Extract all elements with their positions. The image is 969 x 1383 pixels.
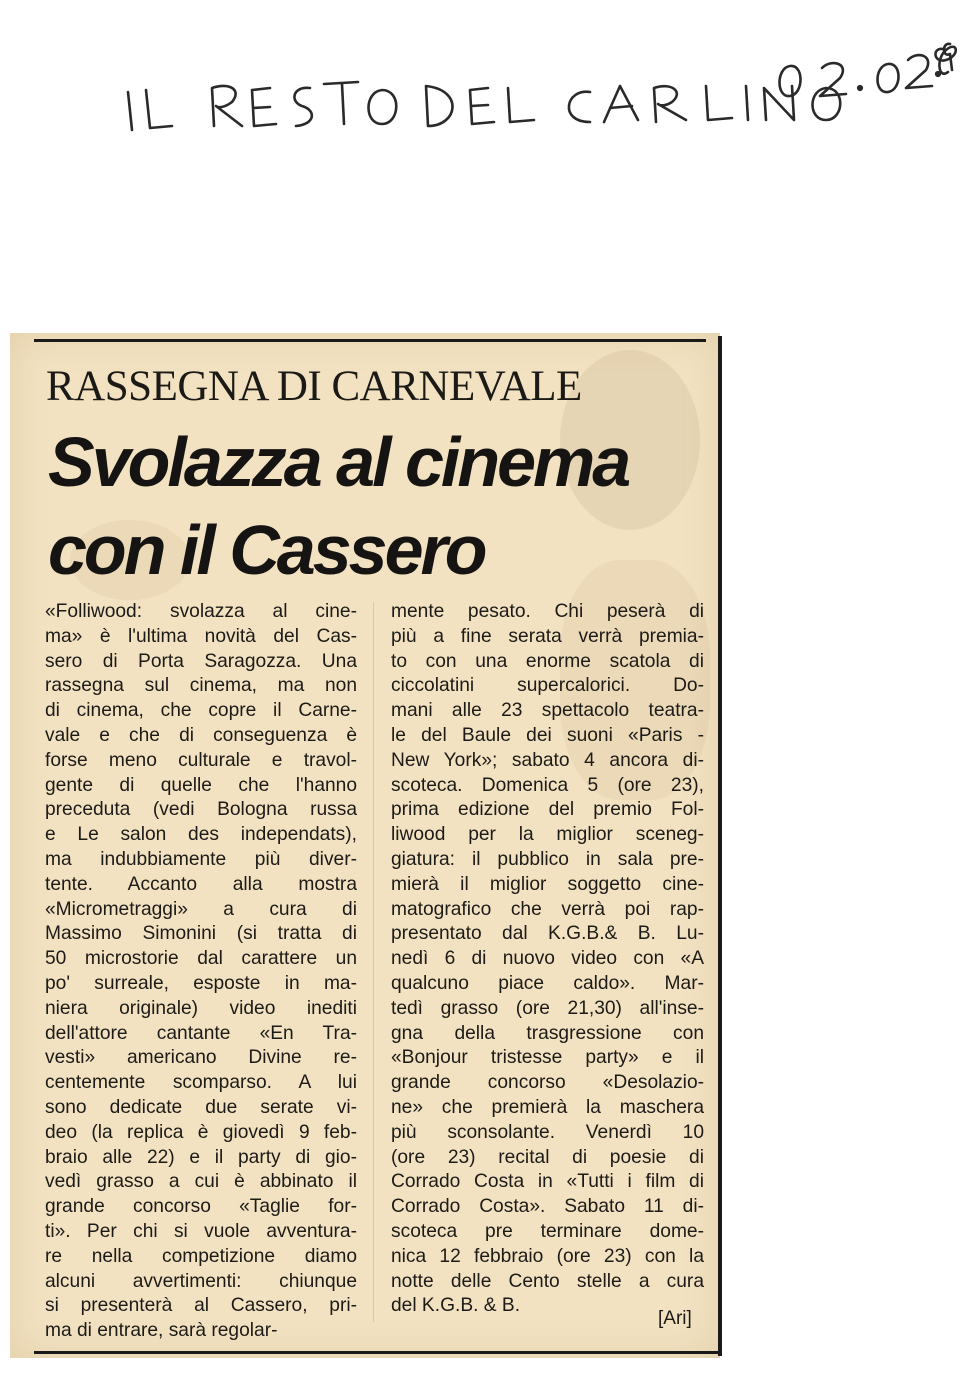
text-line: mani alle 23 spettacolo teatra-: [391, 700, 704, 722]
text-line: di cinema, che copre il Carne-: [45, 700, 357, 722]
text-line: notte delle Cento stelle a cura: [391, 1270, 704, 1292]
text-line: centemente scomparso. A lui: [45, 1072, 357, 1094]
text-line: prima edizione del premio Fol-: [391, 799, 704, 821]
article-byline: [Ari]: [658, 1308, 692, 1329]
text-line: le del Baule dei suoni «Paris -: [391, 724, 704, 746]
text-line: forse meno culturale e travol-: [45, 749, 357, 771]
headline-line: Svolazza al cinema: [48, 423, 629, 501]
text-line: dell'attore cantante «En Tra-: [45, 1022, 357, 1044]
article-column-left: [45, 600, 357, 1344]
text-line: preceduta (vedi Bologna russa: [45, 799, 357, 821]
text-line: del K.G.B. & B.: [391, 1295, 521, 1317]
text-line: si presenterà al Cassero, pri-: [45, 1295, 357, 1317]
text-line: Massimo Simonini (si tratta di: [45, 923, 357, 945]
text-line: (ore 23) recital di poesie di: [391, 1146, 704, 1168]
text-line: tedì grasso (ore 21,30) all'inse-: [391, 997, 704, 1019]
bottom-rule: [34, 1351, 718, 1354]
text-line: alcuni avvertimenti: chiunque: [45, 1270, 357, 1292]
clipping-edge: [718, 336, 722, 1356]
handwritten-annotation: [120, 30, 960, 140]
top-rule: [34, 339, 706, 342]
text-line: nedì 6 di nuovo video con «A: [391, 948, 704, 970]
text-line: più sconsolante. Venerdì 10: [391, 1121, 704, 1143]
text-line: e Le salon des independats),: [45, 824, 357, 846]
text-line: re nella competizione diamo: [45, 1245, 357, 1267]
text-line: Corrado Costa in «Tutti i film di: [391, 1171, 704, 1193]
text-line: scoteca pre terminare dome-: [391, 1220, 704, 1242]
text-line: «Micrometraggi» a cura di: [45, 898, 357, 920]
text-line: ma indubbiamente più diver-: [45, 848, 357, 870]
text-line: deo (la replica è giovedì 9 feb-: [45, 1121, 357, 1143]
text-line: nica 12 febbraio (ore 23) con la: [391, 1245, 704, 1267]
text-line: Corrado Costa». Sabato 11 di-: [391, 1196, 704, 1218]
text-line: tente. Accanto alla mostra: [45, 873, 357, 895]
text-line: sero di Porta Saragozza. Una: [45, 650, 357, 672]
handwriting-drawing: [120, 30, 960, 140]
text-line: grande concorso «Taglie for-: [45, 1196, 357, 1218]
article-headline: [48, 418, 708, 594]
text-line: mente pesato. Chi peserà di: [391, 601, 704, 622]
text-line: to con una enorme scatola di: [391, 650, 704, 672]
text-line: grande concorso «Desolazio-: [391, 1072, 704, 1094]
text-line: 50 microstorie dal carattere un: [45, 948, 357, 970]
text-line: mierà il miglior soggetto cine-: [391, 873, 704, 895]
article-column-right: [391, 600, 704, 1319]
text-line: gna della trasgressione con: [391, 1022, 704, 1044]
text-line: New York»; sabato 4 ancora di-: [391, 749, 704, 771]
text-line: vesti» americano Divine re-: [45, 1047, 357, 1069]
text-line: più a fine serata verrà premia-: [391, 625, 704, 647]
text-line: vedì grasso a cui è abbinato il: [45, 1171, 357, 1193]
text-line: vale e che di conseguenza è: [45, 724, 357, 746]
article-kicker: RASSEGNA DI CARNEVALE: [46, 363, 582, 410]
text-line: «Bonjour tristesse party» e il: [391, 1047, 704, 1069]
text-line: ma di entrare, sarà regolar-: [45, 1320, 278, 1342]
text-line: po' surreale, esposte in ma-: [45, 972, 357, 994]
text-line: presentato dal K.G.B.& B. Lu-: [391, 923, 704, 945]
text-line: ma» è l'ultima novità del Cas-: [45, 625, 357, 647]
text-line: braio alle 22) e il party di gio-: [45, 1146, 357, 1168]
text-line: rassegna sul cinema, ma non: [45, 675, 357, 697]
text-line: gente di quelle che l'hanno: [45, 774, 357, 796]
text-line: «Folliwood: svolazza al cine-: [45, 601, 357, 622]
column-divider: [373, 602, 374, 1322]
text-line: liwood per la miglior sceneg-: [391, 824, 704, 846]
text-line: giatura: il pubblico in sala pre-: [391, 848, 704, 870]
text-line: niera originale) video inediti: [45, 997, 357, 1019]
text-line: scoteca. Domenica 5 (ore 23),: [391, 774, 704, 796]
text-line: ne» che premierà la maschera: [391, 1096, 704, 1118]
text-line: qualcuno piace caldo». Mar-: [391, 972, 704, 994]
text-line: ti». Per chi si vuole avventura-: [45, 1220, 357, 1242]
text-line: matografico che verrà poi rap-: [391, 898, 704, 920]
headline-line: con il Cassero: [48, 511, 485, 589]
text-line: ciccolatini supercalorici. Do-: [391, 675, 704, 697]
text-line: sono dedicate due serate vi-: [45, 1096, 357, 1118]
